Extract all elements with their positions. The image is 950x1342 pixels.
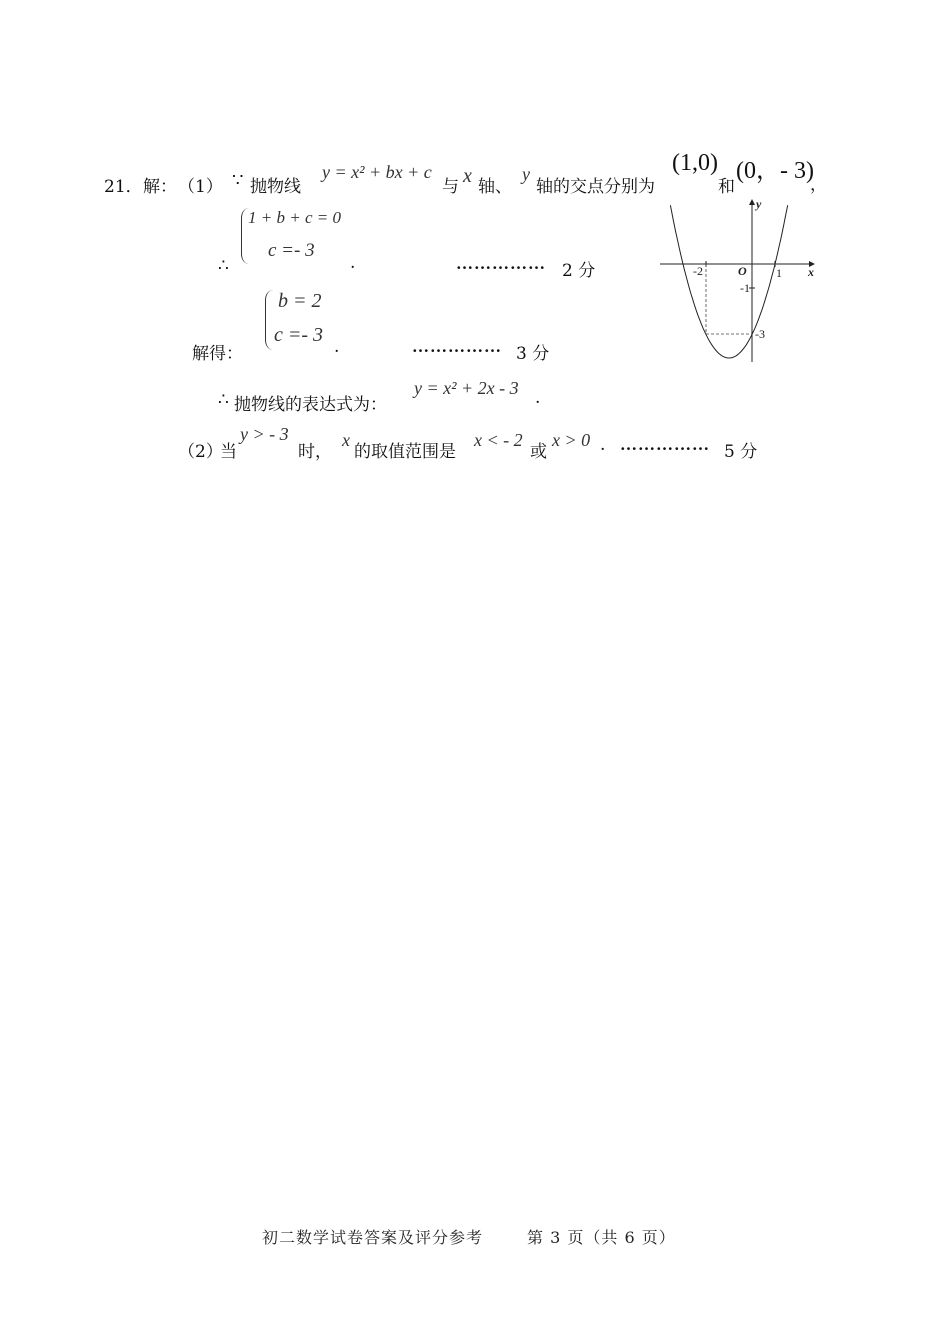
system1-period: . <box>350 253 356 273</box>
point-two: (0，- 3) <box>736 158 814 184</box>
axis-text: 轴、 <box>478 177 512 197</box>
dot-leader-1: …………… <box>456 254 546 273</box>
solve-label: 解： <box>143 177 177 197</box>
system2-period: . <box>334 337 340 357</box>
system1-eq2: c =- 3 <box>268 240 315 261</box>
y-variable: y <box>522 164 530 184</box>
system2-brace <box>265 290 274 350</box>
condition: y > - 3 <box>240 424 289 444</box>
dot-leader-3: …………… <box>620 435 710 454</box>
part2-period: . <box>600 435 606 455</box>
footer-page: 第 3 页（共 6 页） <box>527 1228 676 1247</box>
system2-eq1: b = 2 <box>278 290 322 312</box>
because-symbol: ∵ <box>232 170 244 191</box>
axis-intersect-text: 轴的交点分别为 <box>536 177 655 197</box>
score-5: 5 分 <box>724 442 758 462</box>
point-one: (1,0) <box>672 150 718 176</box>
parabola-text: 抛物线 <box>250 177 301 197</box>
system2-eq2: c =- 3 <box>274 324 324 346</box>
page-footer <box>262 1225 676 1248</box>
line-comma: ， <box>810 175 827 195</box>
x-variable: x <box>463 165 472 187</box>
expression-equation: y = x² + 2x - 3 <box>414 378 519 398</box>
with-text: 与 <box>442 177 459 197</box>
range-one: x < - 2 <box>474 430 523 450</box>
dot-leader-2: …………… <box>412 337 502 356</box>
solve-result-label: 解得： <box>192 344 243 364</box>
y-axis-label: y <box>756 197 762 211</box>
part1-label: （1） <box>178 177 223 197</box>
score-2: 2 分 <box>562 261 596 281</box>
tick-label-neg3: -3 <box>755 327 765 341</box>
parabola-curve <box>670 205 787 358</box>
therefore-symbol-1: ∴ <box>218 256 229 276</box>
parabola-equation: y = x² + bx + c <box>322 162 432 182</box>
x-axis-label: x <box>808 265 814 279</box>
time-text: 时， <box>298 442 332 462</box>
expression-text: 抛物线的表达式为： <box>234 395 387 415</box>
tick-label-neg2: -2 <box>693 264 703 278</box>
tick-label-neg1: -1 <box>740 281 750 295</box>
range-two: x > 0 <box>552 430 591 450</box>
when-text: 当 <box>220 442 237 462</box>
footer-title: 初二数学试卷答案及评分参考 <box>262 1228 484 1247</box>
parabola-graph <box>658 196 823 366</box>
problem-number: 21． <box>104 177 143 197</box>
expression-period: . <box>535 388 541 408</box>
tick-label-1: 1 <box>776 266 782 280</box>
system1-eq1: 1 + b + c = 0 <box>248 208 341 227</box>
origin-label: O <box>738 264 747 278</box>
and-text: 和 <box>718 177 735 197</box>
or-text: 或 <box>530 442 547 462</box>
score-3: 3 分 <box>516 344 550 364</box>
range-text: 的取值范围是 <box>354 442 456 462</box>
x-variable-2: x <box>342 430 350 450</box>
part2-label: （2） <box>178 442 223 462</box>
therefore-symbol-2: ∴ <box>218 390 229 410</box>
